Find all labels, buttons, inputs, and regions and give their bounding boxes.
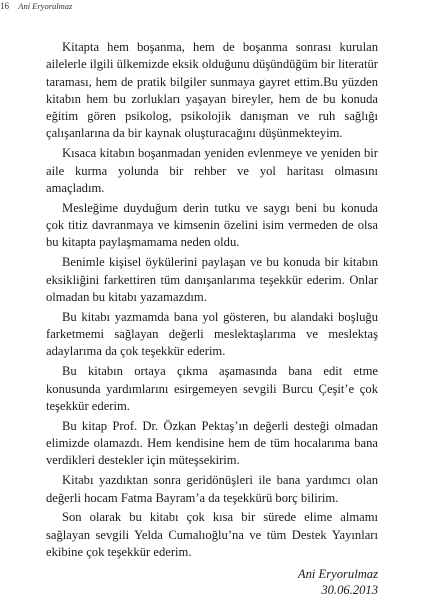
body-text	[46, 39, 378, 564]
running-header	[0, 0, 72, 12]
running-title: Ani Eryorulmaz	[18, 1, 73, 11]
paragraph: Bu kitap Prof. Dr. Özkan Pektaş’ın değerli desteği olmadan elimizde olamazdı. Hem kendisine hem de tüm hocalarıma bana verdikleri destekler için müteşsekirim.	[46, 418, 378, 468]
signature-date: 30.06.2013	[321, 583, 378, 597]
signature-block	[298, 566, 378, 598]
paragraph: Mesleğime duyduğum derin tutku ve saygı beni bu konuda çok titiz davranmaya ve kimsenin özelini isim vermeden de olsa bu kitapta paylaşmamama neden oldu.	[46, 200, 378, 250]
signature-name: Ani Eryorulmaz	[297, 567, 378, 581]
paragraph: Bu kitabı yazmamda bana yol gösteren, bu alandaki boşluğu farketmemi sağlayan değerli meslektaşlarıma ve meslektaş adaylarıma da çok teşekkür ederim.	[46, 309, 378, 359]
paragraph: Benimle kişisel öykülerini paylaşan ve bu konuda bir kitabın eksikliğini farkettiren tüm danışanlarıma teşekkür ederim. Onlar olmadan bu kitabı yazamazdım.	[46, 255, 378, 304]
paragraph: Son olarak bu kitabı çok kısa bir sürede elime almamı sağlayan sevgili Yelda Cumalıoğlu’na ve tüm Destek Yayınları ekibine çok teşekkür ederim.	[46, 510, 378, 560]
paragraph: Kitabı yazdıktan sonra geridönüşleri ile bana yardımcı olan değerli hocam Fatma Bayram’a da teşekkürü borç bilirim.	[46, 473, 378, 505]
paragraph: Kitapta hem boşanma, hem de boşanma sonrası kurulan ailelerle ilgili ülkemizde eksik olduğunu düşündüğüm bir literatür taraması, hem de pratik bilgiler sunmaya gayret ettim.Bu yüzden kitabın hem bu zorlukları yaşayan bireyler, hem de bu konuda eğitim gören psikolog, psikolojik danışman ve ruh sağlığı çalışanlarına da bir kaynak oluşturacağını düşünmekteyim.	[46, 40, 378, 141]
page-number: 16	[0, 1, 9, 11]
paragraph: Kısaca kitabın boşanmadan yeniden evlenmeye ve yeniden bir aile kurma yolunda bir rehber ve yol haritası olmasını amaçladım.	[46, 146, 378, 195]
paragraph: Bu kitabın ortaya çıkma aşamasında bana edit etme konusunda yardımlarını esirgemeyen sevgili Burcu Çeşit’e çok teşekkür ederim.	[46, 364, 378, 413]
